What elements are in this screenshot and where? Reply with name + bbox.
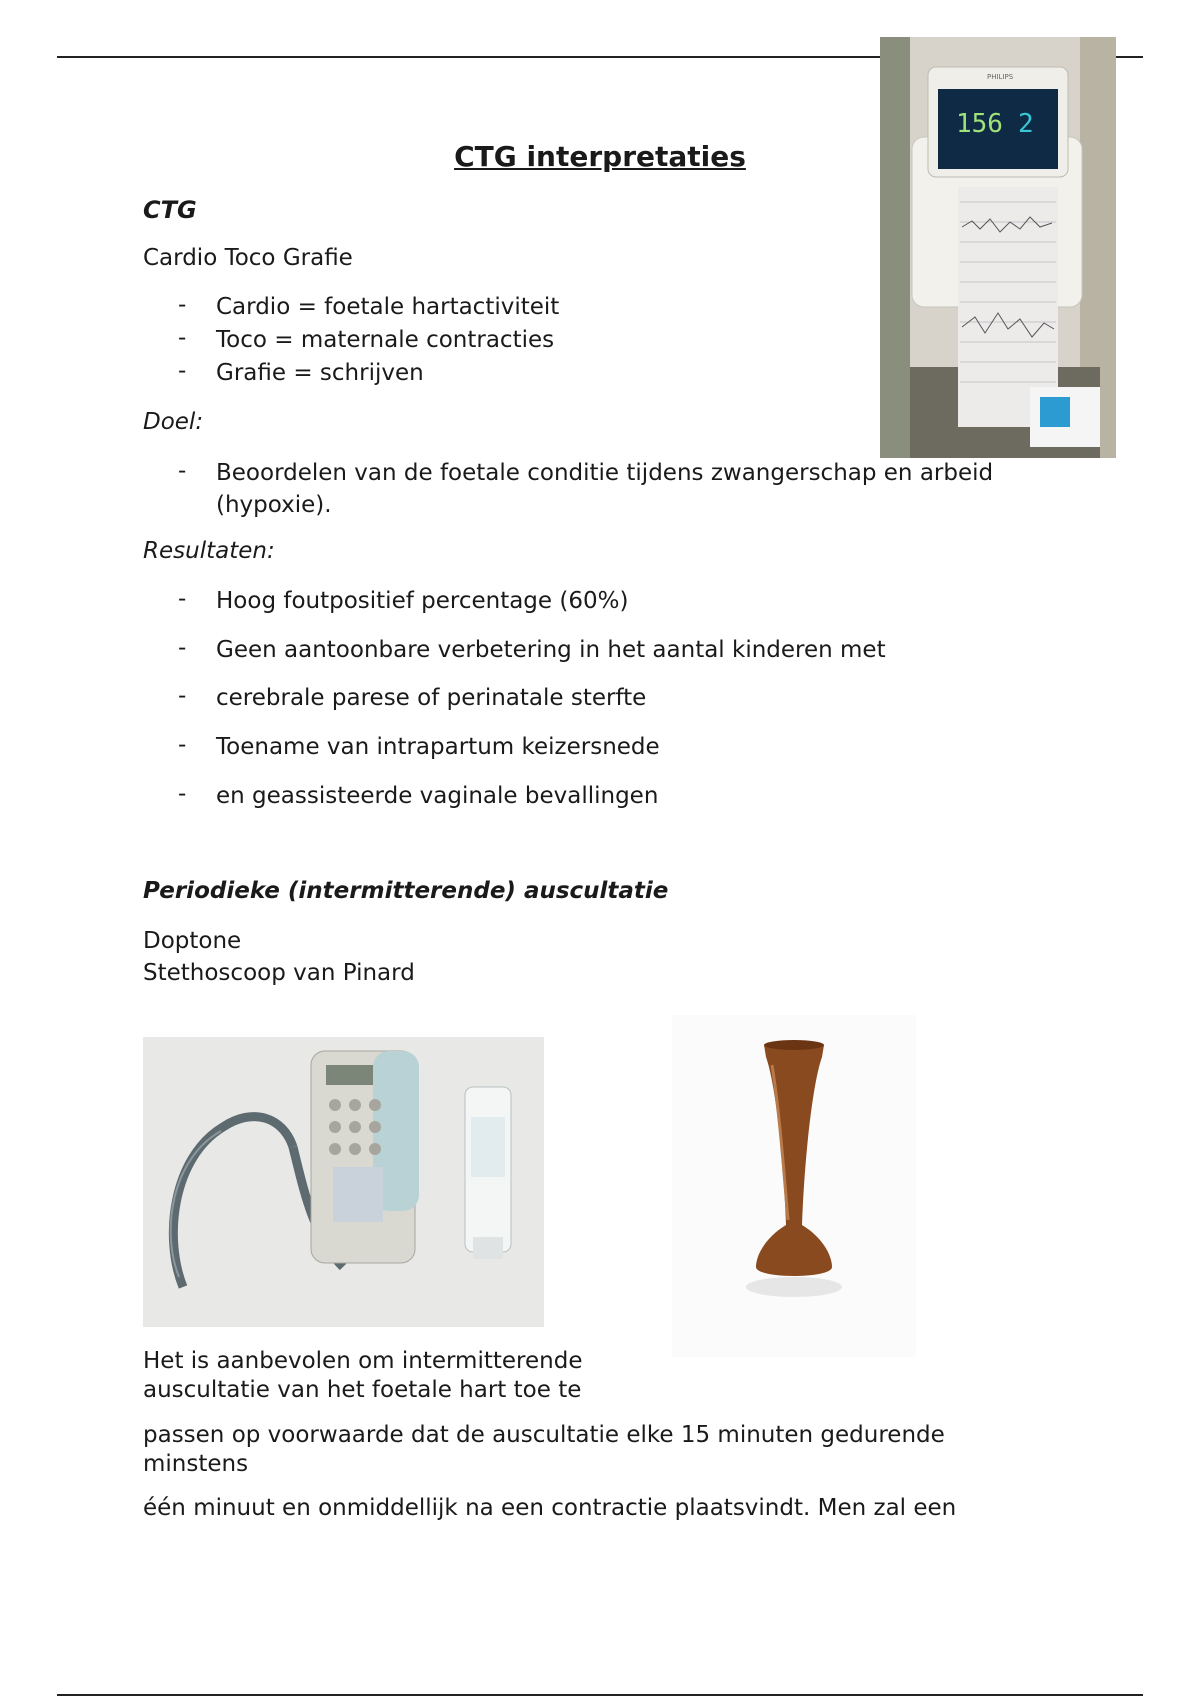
resultaten-bullet: Hoog foutpositief percentage (60%) <box>216 588 629 614</box>
ctg-heading: CTG <box>143 196 197 224</box>
bullet-dash: - <box>178 586 187 612</box>
monitor-toco-value: 2 <box>1018 109 1034 139</box>
auscultatie-heading: Periodieke (intermitterende) auscultatie <box>143 878 669 904</box>
ctg-bullet-toco: Toco = maternale contracties <box>216 327 555 353</box>
bullet-dash: - <box>178 458 187 484</box>
resultaten-bullet: cerebrale parese of perinatale sterfte <box>216 685 647 711</box>
bullet-dash: - <box>178 292 187 318</box>
bullet-dash: - <box>178 732 187 758</box>
pinard-stethoscope-photo <box>672 1015 916 1357</box>
ctg-bullet-grafie: Grafie = schrijven <box>216 360 424 386</box>
monitor-heart-rate: 156 <box>956 109 1003 139</box>
ctg-subtitle: Cardio Toco Grafie <box>143 245 353 271</box>
bullet-dash: - <box>178 325 187 351</box>
bullet-dash: - <box>178 781 187 807</box>
page-title: CTG interpretaties <box>454 140 746 173</box>
resultaten-bullet: Toename van intrapartum keizersnede <box>216 734 660 760</box>
doel-label: Doel: <box>143 409 204 435</box>
voorwaarde-line2: minstens <box>143 1451 249 1477</box>
bullet-dash: - <box>178 683 187 709</box>
voorwaarde-line1: passen op voorwaarde dat de auscultatie elke 15 minuten gedurende <box>143 1422 945 1448</box>
doel-bullet-line1: Beoordelen van de foetale conditie tijdens zwangerschap en arbeid <box>216 460 994 486</box>
doppler-photo <box>143 1037 544 1327</box>
contractie-line: één minuut en onmiddellijk na een contractie plaatsvindt. Men zal een <box>143 1495 957 1521</box>
ctg-bullet-cardio: Cardio = foetale hartactiviteit <box>216 294 560 320</box>
aanbeveling-line1: Het is aanbevolen om intermitterende <box>143 1348 583 1374</box>
resultaten-label: Resultaten: <box>143 538 275 564</box>
pinard-label: Stethoscoop van Pinard <box>143 960 415 986</box>
bullet-dash: - <box>178 358 187 384</box>
monitor-brand: PHILIPS <box>987 73 1014 81</box>
doptone-label: Doptone <box>143 928 242 954</box>
aanbeveling-line2: auscultatie van het foetale hart toe te <box>143 1377 582 1403</box>
resultaten-bullet: en geassisteerde vaginale bevallingen <box>216 783 659 809</box>
resultaten-bullet: Geen aantoonbare verbetering in het aantal kinderen met <box>216 637 886 663</box>
ctg-monitor-photo <box>880 37 1116 458</box>
footer-rule <box>57 1694 1143 1696</box>
doel-bullet-line2: (hypoxie). <box>216 492 332 518</box>
bullet-dash: - <box>178 635 187 661</box>
